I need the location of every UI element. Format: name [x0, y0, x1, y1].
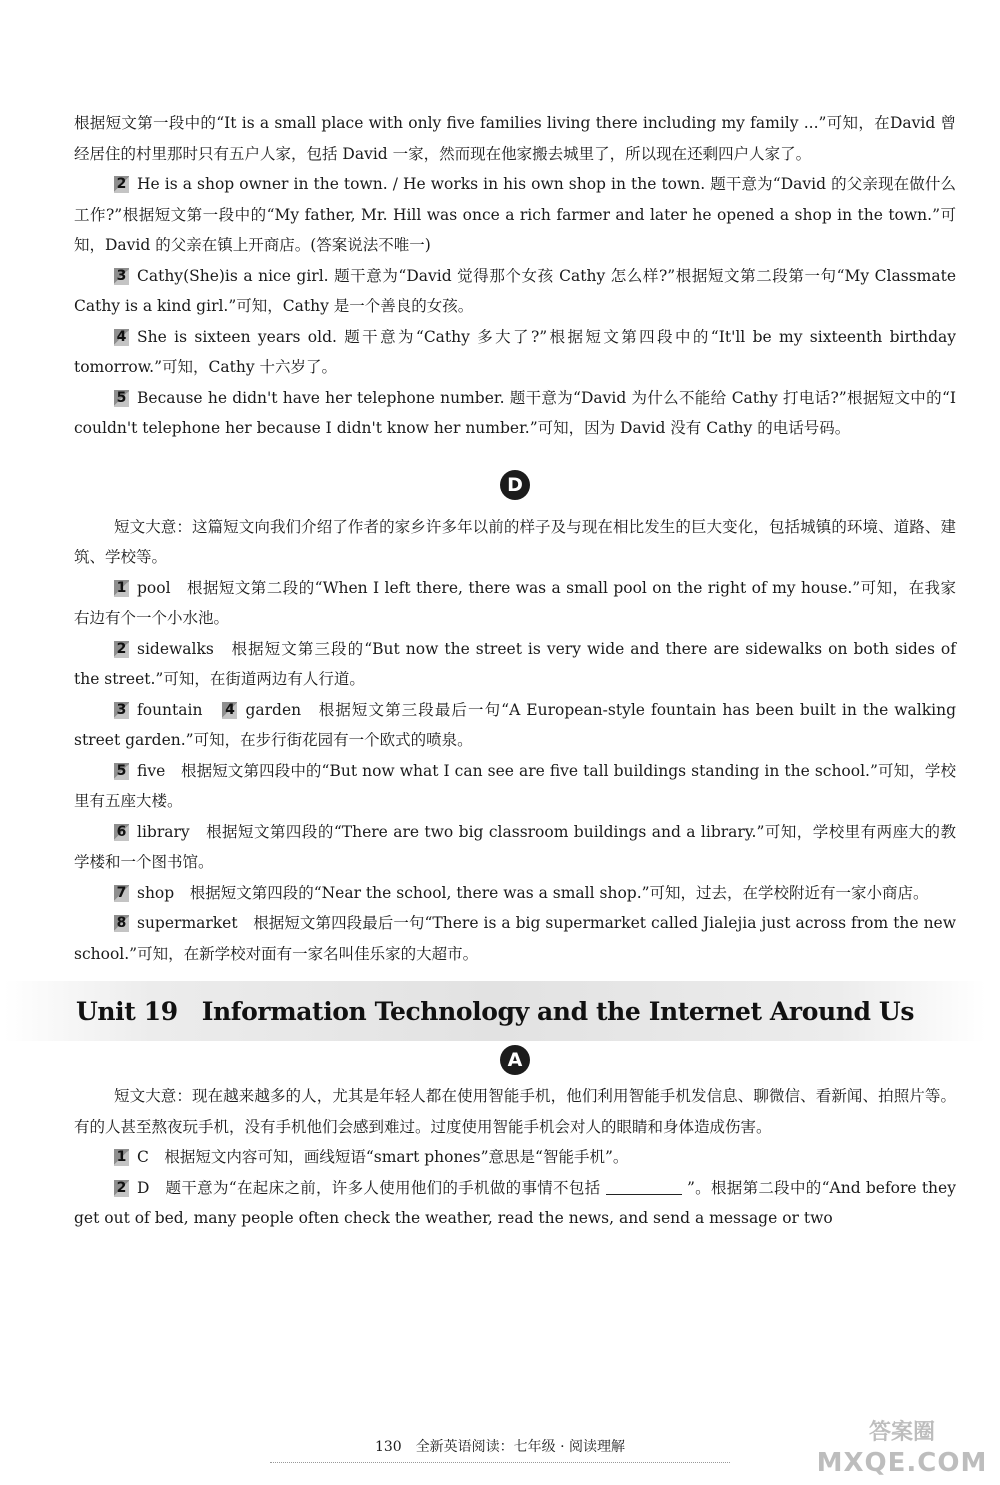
answer-text: She is sixteen years old. 题干意为“Cathy 多大了?”根据短文第四段中的“It'll be my sixteenth birthday tomorrow.”可知，Cathy 十六岁了。: [74, 327, 956, 376]
answer-text: C 根据短文内容可知，画线短语“smart phones”意思是“智能手机”。: [137, 1148, 629, 1166]
item-number: 4: [114, 329, 129, 346]
page-content: [74, 108, 956, 1234]
section-c-intro-paragraph: 根据短文第一段中的“It is a small place with only five families living there including my family ...”可知，在David 曾经居住的村里那时只有五户人家，包括 David 一家，然而现在他家搬去城里了，所以现在还剩四户人家了。: [74, 114, 956, 163]
section-d-summary: 短文大意：这篇短文向我们介绍了作者的家乡许多年以前的样子及与现在相比发生的巨大变化，包括城镇的环境、道路、建筑、学校等。: [74, 517, 956, 566]
answer-text: Because he didn't have her telephone number. 题干意为“David 为什么不能给 Cathy 打电话?”根据短文中的“I couldn't telephone her because I didn't know her number.”可知，因为 David 没有 Cathy 的电话号码。: [74, 388, 956, 437]
section-badge-a: A: [500, 1045, 530, 1075]
section-d-header: [74, 466, 956, 504]
answer-text: garden 根据短文第三段最后一句“A European-style fountain has been built in the walking street garden.”可知，在步行街花园有一个欧式的喷泉。: [74, 700, 956, 749]
book-title: 全新英语阅读：七年级 · 阅读理解: [415, 1439, 626, 1455]
section-a-summary: 短文大意：现在越来越多的人，尤其是年轻人都在使用智能手机，他们利用智能手机发信息、聊微信、看新闻、拍照片等。有的人甚至熬夜玩手机，没有手机他们会感到难过。过度使用智能手机会对人的眼睛和身体造成伤害。: [74, 1087, 956, 1136]
item-number: 6: [114, 824, 129, 841]
item-number: 4: [222, 702, 237, 719]
item-number: 2: [114, 641, 129, 658]
answer-item: [74, 1173, 956, 1234]
answer-item: [74, 817, 956, 878]
unit-title-band: [4, 981, 986, 1041]
answer-text: sidewalks 根据短文第三段的“But now the street is very wide and there are sidewalks on both sides of the street.”可知，在街道两边有人行道。: [74, 639, 956, 688]
item-number: 1: [114, 580, 129, 597]
unit-label: Unit 19: [76, 996, 178, 1026]
answer-text: shop 根据短文第四段的“Near the school, there was a small shop.”可知，过去，在学校附近有一家小商店。: [137, 883, 929, 902]
watermark-text-top: 答案圈: [868, 1420, 935, 1445]
item-number: 1: [114, 1149, 129, 1166]
page-number: 130: [374, 1439, 402, 1455]
answer-text: fountain: [137, 700, 203, 719]
item-number: 8: [114, 915, 129, 932]
item-number: 5: [114, 763, 129, 780]
answer-item: [74, 573, 956, 634]
answer-item: [74, 878, 956, 909]
answer-item: [74, 261, 956, 322]
item-number: 2: [114, 1180, 129, 1197]
unit-title-text: Information Technology and the Internet Around Us: [201, 996, 914, 1026]
answer-blank: [606, 1180, 682, 1195]
section-badge-d: D: [500, 470, 530, 500]
item-number: 2: [114, 176, 129, 193]
answer-item: [74, 322, 956, 383]
footer-divider: [270, 1462, 730, 1463]
answer-item: [74, 695, 956, 756]
watermark-text-bottom: MXQE.COM: [816, 1448, 988, 1478]
item-number: 3: [114, 268, 129, 285]
watermark-logo: [812, 1418, 992, 1478]
item-number: 5: [114, 390, 129, 407]
answer-item: [74, 908, 956, 969]
answer-text: pool 根据短文第二段的“When I left there, there was a small pool on the right of my house.”可知，在我家右边有个一个小水池。: [74, 578, 956, 627]
answer-text: ”。根据第二段中的“And before they get out of bed, many people often check the weather, read the news, and send a message or two: [74, 1178, 956, 1227]
answer-item: [74, 634, 956, 695]
answer-item: [74, 1142, 956, 1173]
answer-item: [74, 383, 956, 444]
answer-text: He is a shop owner in the town. / He works in his own shop in the town. 题干意为“David 的父亲现在做什么工作?”根据短文第一段中的“My father, Mr. Hill was once a rich farmer and later he opened a shop in the town.”可知，David 的父亲在镇上开商店。(答案说法不唯一): [74, 175, 956, 254]
unit-heading: [76, 997, 914, 1026]
answer-item: [74, 169, 956, 261]
answer-text: Cathy(She)is a nice girl. 题干意为“David 觉得那个女孩 Cathy 怎么样?”根据短文第二段第一句“My Classmate Cathy is a kind girl.”可知，Cathy 是一个善良的女孩。: [74, 266, 956, 315]
answer-text: supermarket 根据短文第四段最后一句“There is a big supermarket called Jialejia just across from the new school.”可知，在新学校对面有一家名叫佳乐家的大超市。: [74, 914, 956, 963]
answer-text: D 题干意为“在起床之前，许多人使用他们的手机做的事情不包括: [137, 1178, 601, 1197]
item-number: 7: [114, 885, 129, 902]
section-a-header: [74, 1041, 956, 1079]
answer-text: five 根据短文第四段中的“But now what I can see are five tall buildings standing in the school.”可知，学校里有五座大楼。: [74, 761, 956, 810]
item-number: 3: [114, 702, 129, 719]
answer-item: [74, 756, 956, 817]
answer-text: library 根据短文第四段的“There are two big classroom buildings and a library.”可知，学校里有两座大的教学楼和一个图书馆。: [74, 822, 956, 871]
